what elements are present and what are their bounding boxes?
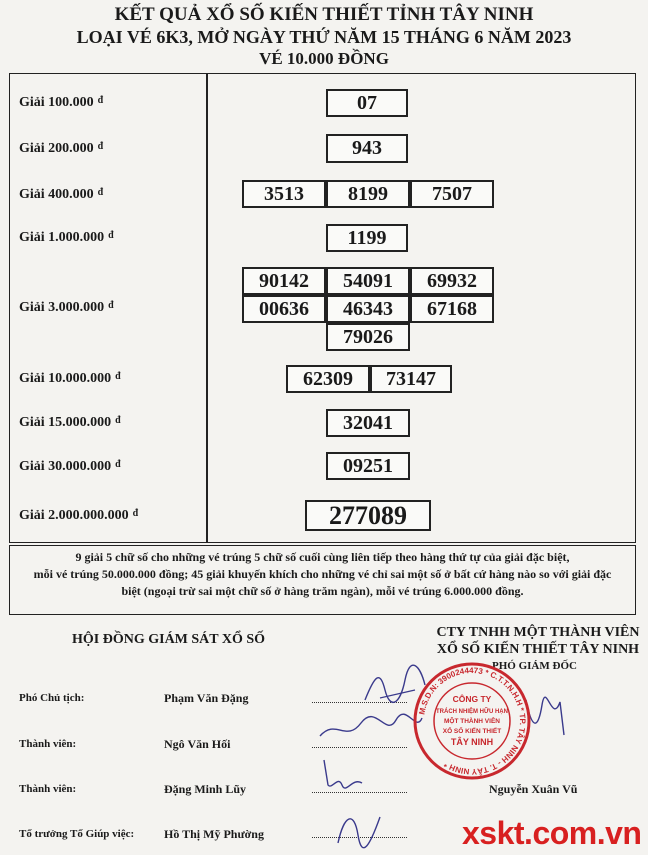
council-title: HỘI ĐỒNG GIÁM SÁT XỔ SỐ bbox=[72, 632, 266, 647]
company-name: CTY TNHH MỘT THÀNH VIÊN XỔ SỐ KIẾN THIẾT TÂY NINH bbox=[436, 625, 640, 657]
signature-scribble bbox=[316, 708, 426, 748]
special-prize-box: 277089 bbox=[305, 500, 431, 531]
member-name: Đặng Minh Lũy bbox=[164, 782, 247, 796]
document-header bbox=[0, 4, 648, 70]
member-role: Thành viên: bbox=[19, 783, 77, 795]
number-box: 3513 bbox=[242, 180, 326, 208]
number-box: 46343 bbox=[326, 295, 410, 323]
number-box: 67168 bbox=[410, 295, 494, 323]
prize-label-10m: Giải 10.000.000 $^đ$ bbox=[19, 371, 121, 386]
deputy-director-title: PHÓ GIÁM ĐỐC bbox=[492, 660, 577, 672]
note-line-2: mỗi vé trúng 50.000.000 đồng; 45 giải khuyến khích cho những vé chỉ sai một số ở bất cứ hàng nào so với giải đặc bbox=[33, 567, 612, 581]
prize-note bbox=[9, 545, 636, 615]
signature-scribble bbox=[318, 755, 368, 795]
number-box: 09251 bbox=[326, 452, 410, 480]
member-role: Tổ trưởng Tổ Giúp việc: bbox=[19, 828, 135, 840]
number-box: 54091 bbox=[326, 267, 410, 295]
prize-label-1m: Giải 1.000.000 $^đ$ bbox=[19, 230, 114, 245]
number-box: 62309 bbox=[286, 365, 370, 393]
note-line-1: 9 giải 5 chữ số cho những vé trúng 5 chữ số cuối cùng liên tiếp theo hàng thứ tự của giải đặc biệt, bbox=[75, 550, 570, 564]
stamp-ring-text: M.S.D.N: 3900244473 * C.T.T.N.H.H * TP. TÂY NINH - T. TÂY NINH * bbox=[417, 665, 528, 777]
signer-name: Nguyễn Xuân Vũ bbox=[489, 782, 578, 796]
number-box: 00636 bbox=[242, 295, 326, 323]
number-box: 90142 bbox=[242, 267, 326, 295]
member-role: Thành viên: bbox=[19, 738, 77, 750]
number-box: 32041 bbox=[326, 409, 410, 437]
number-box: 07 bbox=[326, 89, 408, 117]
svg-text:TRÁCH NHIỆM HỮU HẠN: TRÁCH NHIỆM HỮU HẠN bbox=[436, 709, 508, 715]
svg-text:TÂY NINH: TÂY NINH bbox=[450, 737, 494, 747]
number-box: 7507 bbox=[410, 180, 494, 208]
prize-label-100k: Giải 100.000 $^đ$ bbox=[19, 95, 104, 110]
prize-label-special: Giải 2.000.000.000 $^đ$ bbox=[19, 508, 139, 523]
title-line-2: LOẠI VÉ 6K3, MỞ NGÀY THỨ NĂM 15 THÁNG 6 NĂM 2023 bbox=[76, 27, 572, 47]
number-box: 943 bbox=[326, 134, 408, 163]
svg-text:CÔNG TY: CÔNG TY bbox=[452, 694, 492, 704]
title-line-1: KẾT QUẢ XỔ SỐ KIẾN THIẾT TỈNH TÂY NINH bbox=[114, 4, 534, 25]
prize-label-30m: Giải 30.000.000 $^đ$ bbox=[19, 459, 121, 474]
table-divider bbox=[206, 73, 208, 543]
prize-label-200k: Giải 200.000 $^đ$ bbox=[19, 141, 104, 156]
number-box: 1199 bbox=[326, 224, 408, 252]
number-box: 73147 bbox=[370, 365, 452, 393]
number-box: 69932 bbox=[410, 267, 494, 295]
company-stamp bbox=[411, 660, 533, 782]
member-name: Phạm Văn Đặng bbox=[164, 691, 249, 705]
number-box: 8199 bbox=[326, 180, 410, 208]
svg-text:MỘT THÀNH VIÊN: MỘT THÀNH VIÊN bbox=[444, 718, 500, 725]
prize-label-3m: Giải 3.000.000 $^đ$ bbox=[19, 300, 114, 315]
site-watermark: xskt.com.vn bbox=[462, 815, 642, 851]
prize-label-400k: Giải 400.000 $^đ$ bbox=[19, 187, 104, 202]
member-role: Phó Chủ tịch: bbox=[19, 692, 85, 704]
title-line-3: VÉ 10.000 ĐỒNG bbox=[259, 49, 389, 68]
prize-label-15m: Giải 15.000.000 $^đ$ bbox=[19, 415, 121, 430]
member-name: Hồ Thị Mỹ Phường bbox=[164, 827, 264, 841]
signature-scribble bbox=[330, 805, 390, 850]
svg-text:XỔ SỐ KIẾN THIẾT: XỔ SỐ KIẾN THIẾT bbox=[442, 728, 502, 735]
note-line-3: biệt (ngoại trừ sai một chữ số ở hàng trăm ngàn), mỗi vé trúng 6.000.000 đồng. bbox=[121, 584, 524, 598]
number-box: 79026 bbox=[326, 323, 410, 351]
member-name: Ngô Văn Hối bbox=[164, 737, 231, 751]
